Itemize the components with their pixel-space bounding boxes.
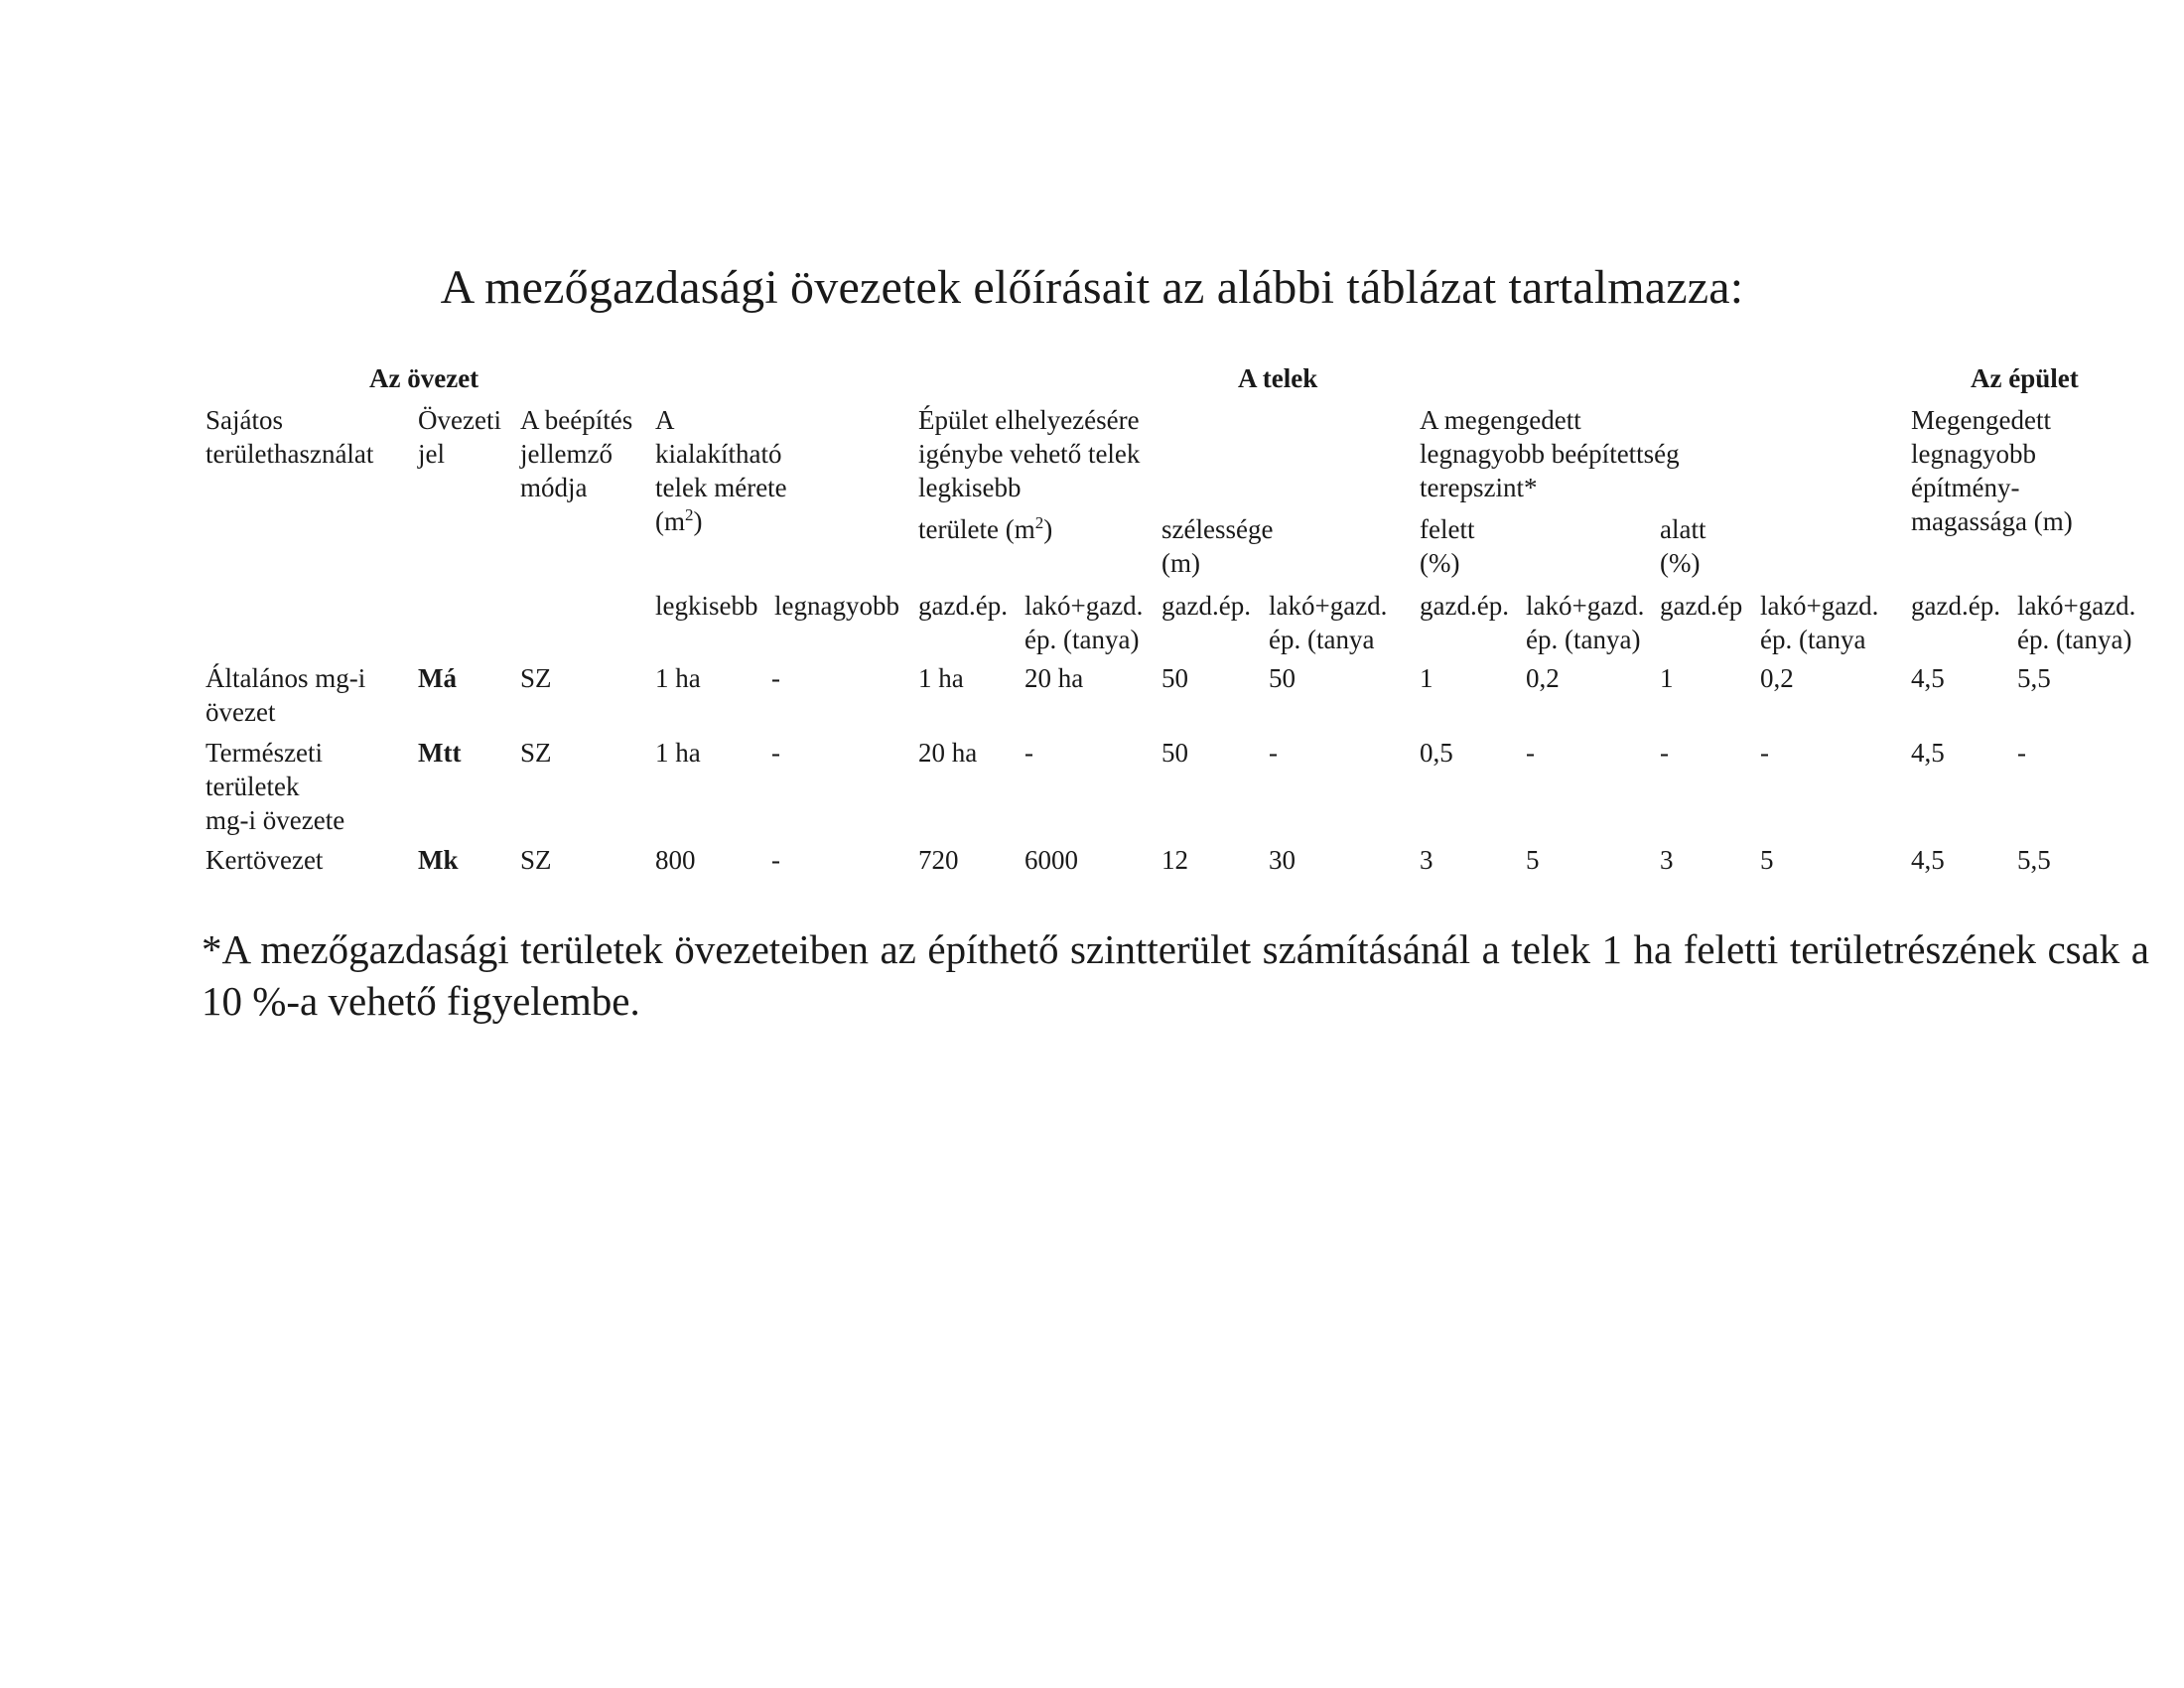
- header-coverage-2: legnagyobb beépítettség: [1420, 439, 1680, 469]
- row2-below-gazd: -: [1660, 738, 1669, 768]
- header-coverage-1: A megengedett: [1420, 405, 1581, 435]
- row3-height-lako: 5,5: [2017, 845, 2051, 875]
- row2-mode: SZ: [520, 738, 552, 768]
- header-land-use-1: Sajátos: [205, 405, 283, 435]
- row3-max: -: [771, 845, 780, 875]
- row2-below-lako: -: [1760, 738, 1769, 768]
- header-plot-size-1: A: [655, 405, 675, 435]
- header-build-mode-3: módja: [520, 473, 588, 502]
- subheader-above-gazd: gazd.ép.: [1420, 591, 1509, 621]
- row2-width-lako: -: [1269, 738, 1278, 768]
- row3-height-gazd: 4,5: [1911, 845, 1945, 875]
- subheader-below-tanya: ép. (tanya: [1760, 625, 1866, 654]
- subheader-below-lako: lakó+gazd.: [1760, 591, 1879, 621]
- row1-code: Má: [418, 663, 457, 693]
- row1-mode: SZ: [520, 663, 552, 693]
- footnote: *A mezőgazdasági területek övezeteiben az építhető szintterület számításánál a telek 1 ha feletti területrészének csak a 10 %-a vehető figyelembe.: [202, 926, 2149, 1024]
- row2-width-gazd: 50: [1161, 738, 1188, 768]
- row3-above-lako: 5: [1526, 845, 1540, 875]
- row2-above-lako: -: [1526, 738, 1535, 768]
- header-plot-size-unit: $(m^2)$: [655, 505, 703, 536]
- row3-min: 800: [655, 845, 696, 875]
- row2-area-gazd: 20 ha: [918, 738, 978, 768]
- header-height-3: építmény-: [1911, 473, 2020, 502]
- row2-height-gazd: 4,5: [1911, 738, 1945, 768]
- row3-mode: SZ: [520, 845, 552, 875]
- header-width-2: (m): [1161, 548, 1200, 578]
- row2-height-lako: -: [2017, 738, 2026, 768]
- subheader-area-tanya: ép. (tanya): [1024, 625, 1140, 654]
- row1-below-lako: 0,2: [1760, 663, 1794, 693]
- header-below-1: alatt: [1660, 514, 1706, 544]
- header-land-use-2: területhasználat: [205, 439, 374, 469]
- row1-max: -: [771, 663, 780, 693]
- subheader-area-gazd: gazd.ép.: [918, 591, 1008, 621]
- subheader-area-lako: lakó+gazd.: [1024, 591, 1144, 621]
- row2-name-1: Természeti: [205, 738, 324, 768]
- row3-below-lako: 5: [1760, 845, 1774, 875]
- header-above-1: felett: [1420, 514, 1475, 544]
- row1-min: 1 ha: [655, 663, 701, 693]
- group-header-zone: Az övezet: [369, 363, 479, 393]
- row2-min: 1 ha: [655, 738, 701, 768]
- row1-width-lako: 50: [1269, 663, 1296, 693]
- row3-area-gazd: 720: [918, 845, 959, 875]
- row2-name-2: területek: [205, 772, 300, 801]
- subheader-height-gazd: gazd.ép.: [1911, 591, 2000, 621]
- header-height-2: legnagyobb: [1911, 439, 2036, 469]
- header-width-1: szélessége: [1161, 514, 1274, 544]
- header-zone-code-1: Övezeti: [418, 405, 501, 435]
- subheader-above-lako: lakó+gazd.: [1526, 591, 1645, 621]
- row3-width-gazd: 12: [1161, 845, 1188, 875]
- header-height-4: magassága (m): [1911, 506, 2073, 536]
- row1-area-gazd: 1 ha: [918, 663, 964, 693]
- group-header-plot: A telek: [1238, 363, 1318, 393]
- header-above-2: (%): [1420, 548, 1460, 578]
- row2-code: Mtt: [418, 738, 462, 768]
- group-header-building: Az épület: [1971, 363, 2079, 393]
- subheader-width-tanya: ép. (tanya: [1269, 625, 1375, 654]
- header-height-1: Megengedett: [1911, 405, 2051, 435]
- row1-above-gazd: 1: [1420, 663, 1433, 693]
- row1-area-lako: 20 ha: [1024, 663, 1084, 693]
- row1-name-2: övezet: [205, 697, 276, 727]
- row1-above-lako: 0,2: [1526, 663, 1560, 693]
- header-min-plot-2: igénybe vehető telek: [918, 439, 1141, 469]
- subheader-below-gazd: gazd.ép: [1660, 591, 1743, 621]
- subheader-height-lako: lakó+gazd.: [2017, 591, 2136, 621]
- row3-above-gazd: 3: [1420, 845, 1433, 875]
- row1-name-1: Általános mg-i: [205, 663, 366, 693]
- row1-below-gazd: 1: [1660, 663, 1674, 693]
- row3-code: Mk: [418, 845, 459, 875]
- header-build-mode-1: A beépítés: [520, 405, 633, 435]
- header-min-plot-1: Épület elhelyezésére: [918, 405, 1140, 435]
- header-min-plot-3: legkisebb: [918, 473, 1022, 502]
- row2-name-3: mg-i övezete: [205, 805, 345, 835]
- header-zone-code-2: jel: [418, 439, 445, 469]
- row3-area-lako: 6000: [1024, 845, 1078, 875]
- header-below-2: (%): [1660, 548, 1701, 578]
- subheader-max: legnagyobb: [774, 591, 899, 621]
- row1-width-gazd: 50: [1161, 663, 1188, 693]
- subheader-width-gazd: gazd.ép.: [1161, 591, 1251, 621]
- subheader-height-tanya: ép. (tanya): [2017, 625, 2132, 654]
- page-title: A mezőgazdasági övezetek előírásait az alábbi táblázat tartalmazza:: [440, 261, 1744, 314]
- row3-below-gazd: 3: [1660, 845, 1674, 875]
- row3-name-1: Kertövezet: [205, 845, 324, 875]
- row2-max: -: [771, 738, 780, 768]
- header-plot-size-3: telek mérete: [655, 473, 787, 502]
- subheader-width-lako: lakó+gazd.: [1269, 591, 1388, 621]
- row2-area-lako: -: [1024, 738, 1033, 768]
- header-build-mode-2: jellemző: [520, 439, 613, 469]
- row1-height-lako: 5,5: [2017, 663, 2051, 693]
- header-plot-size-2: kialakítható: [655, 439, 782, 469]
- subheader-above-tanya: ép. (tanya): [1526, 625, 1641, 654]
- row2-above-gazd: 0,5: [1420, 738, 1453, 768]
- header-area: területe $(m^2)$: [918, 513, 1053, 544]
- row1-height-gazd: 4,5: [1911, 663, 1945, 693]
- header-coverage-3: terepszint*: [1420, 473, 1538, 502]
- row3-width-lako: 30: [1269, 845, 1296, 875]
- subheader-min: legkisebb: [655, 591, 758, 621]
